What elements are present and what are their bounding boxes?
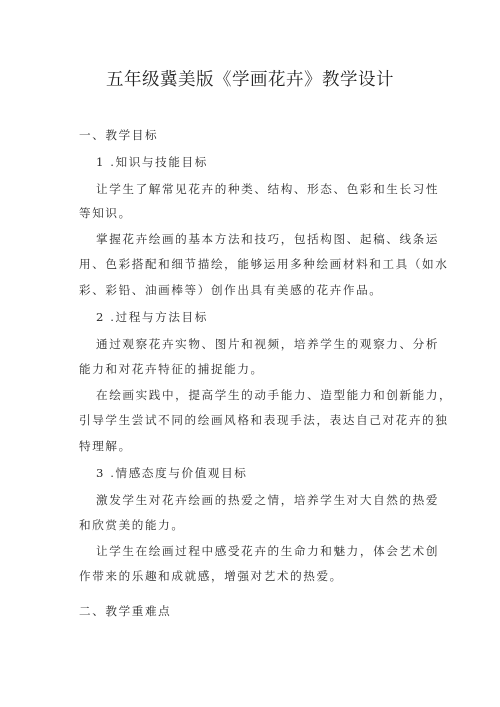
paragraph-line: 让学生在绘画过程中感受花卉的生命力和魅力，体会艺术创 [96,544,440,558]
subheading-emotion-values: 3 .情感态度与价值观目标 [96,466,248,480]
paragraph-line: 通过观察花卉实物、图片和视频，培养学生的观察力、分析 [96,337,440,351]
paragraph-line: 让学生了解常见花卉的种类、结构、形态、色彩和生长习性 [96,182,440,196]
section-heading-objectives: 一、教学目标 [79,128,159,142]
paragraph-line: 特理解。 [79,439,132,453]
paragraph-line: 能力和对花卉特征的捕捉能力。 [79,362,264,376]
paragraph-line: 引导学生尝试不同的绘画风格和表现手法，表达自己对花卉的独 [79,413,449,427]
paragraph-line: 用、色彩搭配和细节描绘，能够运用多种绘画材料和工具（如水 [79,257,449,271]
paragraph-line: 作带来的乐趣和成就感，增强对艺术的热爱。 [79,569,343,583]
paragraph-line: 激发学生对花卉绘画的热爱之情，培养学生对大自然的热爱 [96,493,440,507]
paragraph-line: 在绘画实践中，提高学生的动手能力、造型能力和创新能力， [96,388,453,402]
subheading-process-method: 2 .过程与方法目标 [96,310,208,324]
paragraph-line: 等知识。 [79,206,132,220]
paragraph-line: 彩、彩铅、油画棒等）创作出具有美感的花卉作品。 [79,283,383,297]
section-heading-key-points: 二、教学重难点 [79,604,172,618]
document-title: 五年级冀美版《学画花卉》教学设计 [106,70,394,90]
paragraph-line: 掌握花卉绘画的基本方法和技巧，包括构图、起稿、线条运 [96,232,440,246]
paragraph-line: 和欣赏美的能力。 [79,518,185,532]
subheading-knowledge-skills: 1 .知识与技能目标 [96,155,208,169]
